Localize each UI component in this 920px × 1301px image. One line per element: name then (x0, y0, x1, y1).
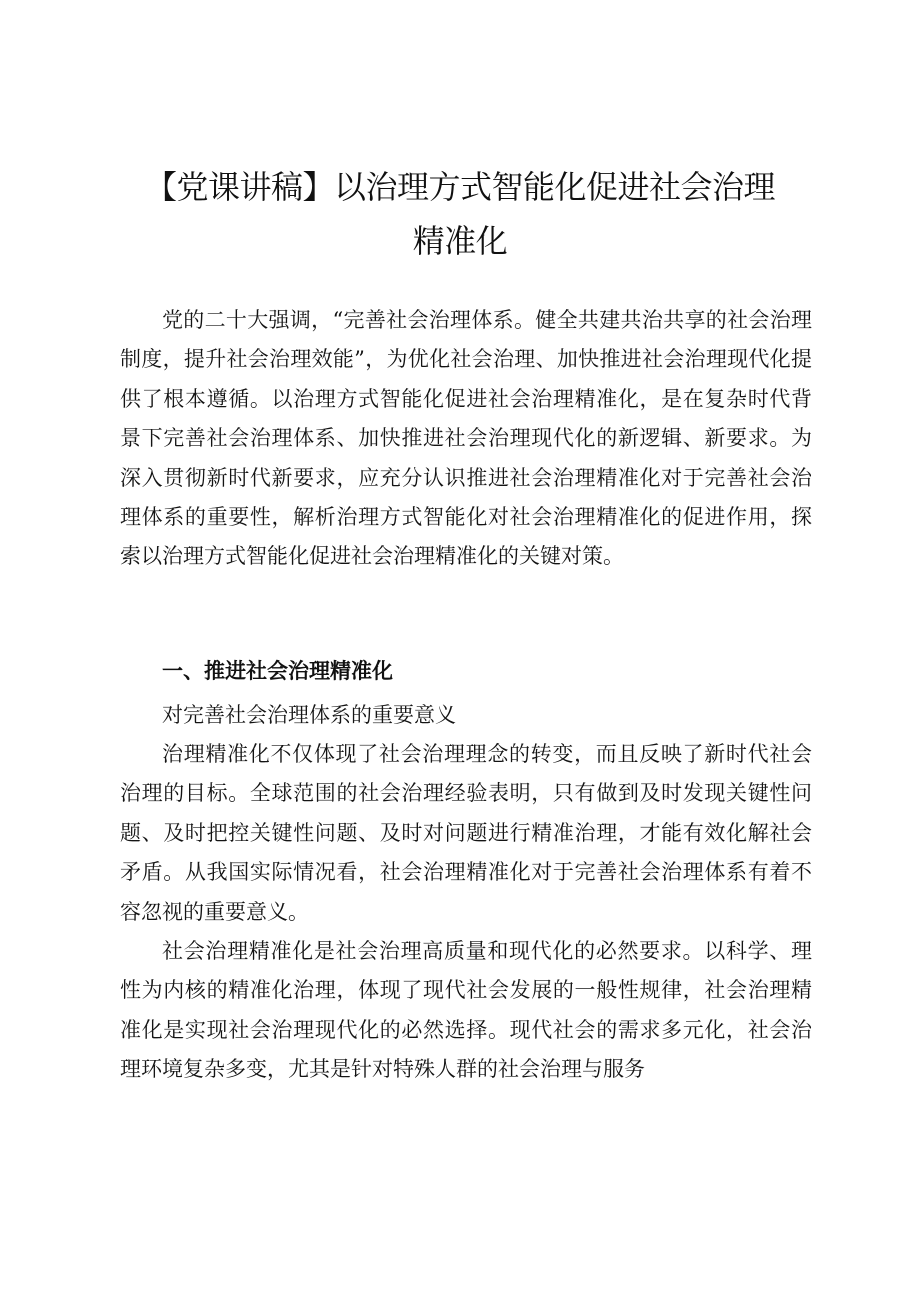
section-1-paragraph-1: 治理精准化不仅体现了社会治理理念的转变，而且反映了新时代社会治理的目标。全球范围的社会治理经验表明，只有做到及时发现关键性问题、及时把控关键性问题、及时对问题进行精准治理，才能有效化解社会矛盾。从我国实际情况看，社会治理精准化对于完善社会治理体系有着不容忽视的重要意义。 (120, 742, 812, 924)
section-1-heading: 一、推进社会治理精准化 (162, 659, 393, 683)
intro-paragraph: 党的二十大强调，“完善社会治理体系。健全共建共治共享的社会治理制度，提升社会治理效能”，为优化社会治理、加快推进社会治理现代化提供了根本遵循。以治理方式智能化促进社会治理精准化，是在复杂时代背景下完善社会治理体系、加快推进社会治理现代化的新逻辑、新要求。为深入贯彻新时代新要求，应充分认识推进社会治理精准化对于完善社会治理体系的重要性，解析治理方式智能化对社会治理精准化的促进作用，探索以治理方式智能化促进社会治理精准化的关键对策。 (120, 308, 812, 569)
section-1-paragraph-2: 社会治理精准化是社会治理高质量和现代化的必然要求。以科学、理性为内核的精准化治理，体现了现代社会发展的一般性规律，社会治理精准化是实现社会治理现代化的必然选择。现代社会的需求多元化，社会治理环境复杂多变，尤其是针对特殊人群的社会治理与服务 (120, 939, 812, 1082)
document-title-line-1: 【党课讲稿】以治理方式智能化促进社会治理 (144, 168, 775, 206)
section-1-subheading: 对完善社会治理体系的重要意义 (162, 703, 456, 727)
document-title-line-2: 精准化 (412, 222, 508, 260)
